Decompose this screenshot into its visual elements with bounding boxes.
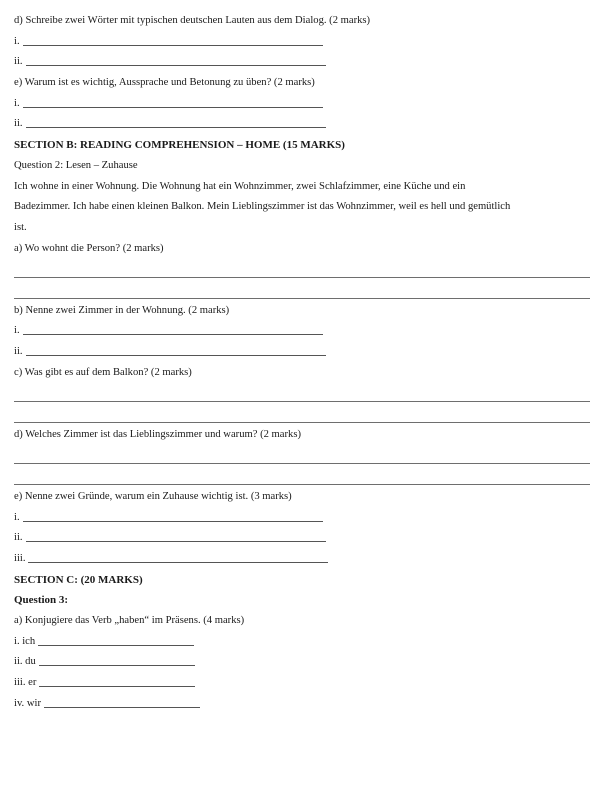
answer-prefix: i. (14, 97, 20, 109)
answer-row (14, 528, 590, 549)
question-b-e-label: e) Nenne zwei Gründe, warum ein Zuhause wichtig ist. (3 marks) (14, 490, 292, 502)
answer-prefix: ii. (14, 346, 23, 357)
answer-blank[interactable] (23, 520, 323, 522)
question-b-c-label: c) Was gibt es auf dem Balkon? (2 marks) (14, 366, 192, 378)
answer-row (14, 508, 590, 529)
pronoun-prefix: i. ich (14, 635, 36, 647)
answer-row (14, 32, 590, 53)
answer-row (14, 321, 590, 342)
section-b-heading: SECTION B: READING COMPREHENSION – HOME (15 MARKS) (14, 139, 345, 152)
answer-row (14, 114, 590, 135)
answer-row (14, 94, 590, 115)
answer-prefix: i. (14, 325, 20, 337)
answer-prefix: i. (14, 35, 20, 47)
question-b-a-label: a) Wo wohnt die Person? (2 marks) (14, 242, 164, 254)
answer-blank[interactable] (26, 354, 326, 356)
passage-line: Badezimmer. Ich habe einen kleinen Balkon. Mein Lieblingszimmer ist das Wohnzimmer, weil es hell und gemütlich (14, 201, 511, 213)
answer-line[interactable] (14, 466, 590, 487)
answer-row (14, 342, 590, 363)
answer-line[interactable] (14, 383, 590, 404)
conjugation-blank[interactable] (39, 664, 195, 666)
section-c-heading: SECTION C: (20 MARKS) (14, 573, 143, 586)
answer-blank[interactable] (23, 106, 323, 108)
question-c-a-label: a) Konjugiere das Verb „haben“ im Präsens. (4 marks) (14, 614, 245, 626)
question-2-title: Question 2: Lesen – Zuhause (14, 159, 138, 171)
answer-prefix: ii. (14, 118, 23, 130)
answer-prefix: ii. (14, 532, 23, 544)
pronoun-prefix: iii. er (14, 677, 37, 688)
question-3-title: Question 3: (14, 594, 69, 607)
exam-page (14, 11, 590, 714)
answer-row (14, 549, 590, 570)
pronoun-prefix: iv. wir (14, 697, 41, 709)
answer-prefix: iii. (14, 552, 26, 564)
answer-blank[interactable] (28, 561, 328, 563)
conjugation-row (14, 694, 590, 715)
answer-line[interactable] (14, 445, 590, 466)
conjugation-blank[interactable] (44, 706, 200, 708)
answer-prefix: ii. (14, 56, 23, 68)
answer-prefix: i. (14, 511, 20, 523)
conjugation-row (14, 632, 590, 653)
answer-blank[interactable] (23, 44, 323, 46)
pronoun-prefix: ii. du (14, 656, 36, 668)
question-a-d-label: d) Schreibe zwei Wörter mit typischen deutschen Lauten aus dem Dialog. (2 marks) (14, 15, 371, 26)
answer-blank[interactable] (26, 540, 326, 542)
question-b-b-label: b) Nenne zwei Zimmer in der Wohnung. (2 marks) (14, 304, 230, 316)
answer-blank[interactable] (23, 333, 323, 335)
answer-line[interactable] (14, 259, 590, 280)
passage-line: Ich wohne in einer Wohnung. Die Wohnung hat ein Wohnzimmer, zwei Schlafzimmer, eine Küche und ein (14, 180, 466, 192)
conjugation-blank[interactable] (38, 644, 194, 646)
question-b-d-label: d) Welches Zimmer ist das Lieblingszimmer und warum? (2 marks) (14, 428, 301, 440)
answer-line[interactable] (14, 404, 590, 425)
answer-blank[interactable] (26, 126, 326, 128)
conjugation-blank[interactable] (39, 685, 195, 687)
conjugation-row (14, 652, 590, 673)
passage-line: ist. (14, 221, 27, 233)
answer-line[interactable] (14, 280, 590, 301)
conjugation-row (14, 673, 590, 694)
answer-blank[interactable] (26, 64, 326, 66)
answer-row (14, 52, 590, 73)
question-a-e-label: e) Warum ist es wichtig, Aussprache und Betonung zu üben? (2 marks) (14, 77, 315, 89)
